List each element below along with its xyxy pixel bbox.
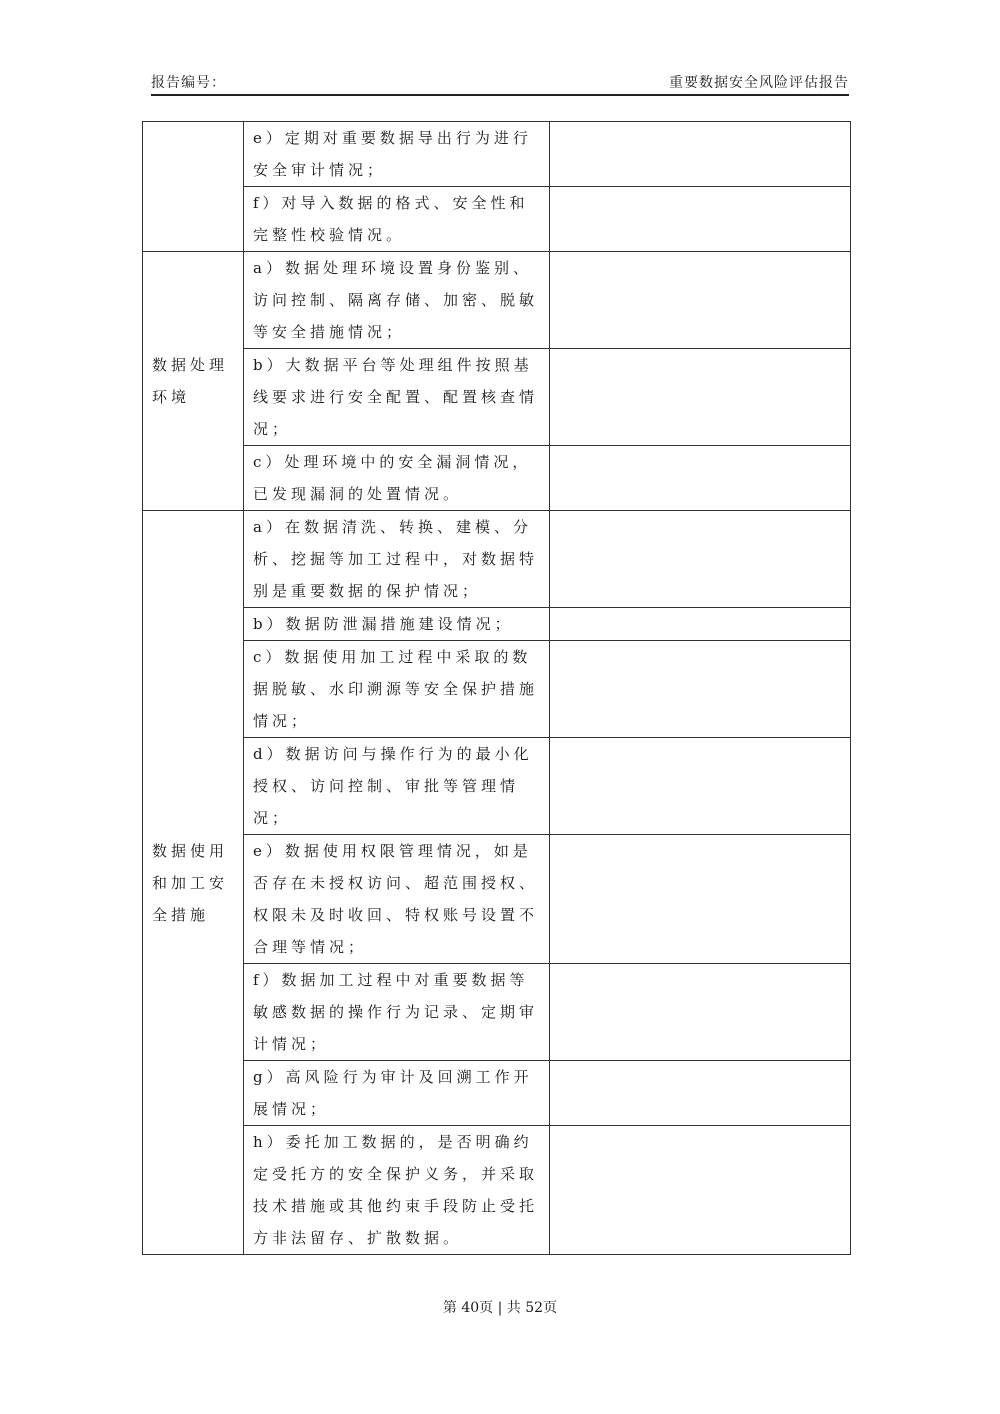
table-row [143, 187, 851, 252]
item-cell: f）对导入数据的格式、安全性和完整性校验情况。 [244, 187, 550, 252]
report-number-label: 报告编号： [151, 75, 226, 91]
table-row [143, 349, 851, 446]
item-cell: b）数据防泄漏措施建设情况； [244, 608, 550, 641]
result-cell [550, 835, 851, 964]
item-cell: c）数据使用加工过程中采取的数据脱敏、水印溯源等安全保护措施情况； [244, 641, 550, 738]
item-cell: b）大数据平台等处理组件按照基线要求进行安全配置、配置核查情况； [244, 349, 550, 446]
category-cell: 数据使用和加工安全措施 [143, 511, 244, 1255]
page-footer [0, 1297, 1000, 1317]
table-row [143, 1061, 851, 1126]
result-cell [550, 964, 851, 1061]
item-cell: f）数据加工过程中对重要数据等敏感数据的操作行为记录、定期审计情况； [244, 964, 550, 1061]
table-row [143, 964, 851, 1061]
item-cell: e）定期对重要数据导出行为进行安全审计情况； [244, 122, 550, 187]
report-title: 重要数据安全风险评估报告 [669, 75, 849, 91]
page-header [151, 72, 849, 96]
result-cell [550, 1061, 851, 1126]
item-cell: e）数据使用权限管理情况，如是否存在未授权访问、超范围授权、权限未及时收回、特权账号设置不合理等情况； [244, 835, 550, 964]
table-row [143, 1126, 851, 1255]
category-cell [143, 122, 244, 252]
result-cell [550, 122, 851, 187]
category-cell: 数据处理环境 [143, 252, 244, 511]
result-cell [550, 511, 851, 608]
item-cell: a）在数据清洗、转换、建模、分析、挖掘等加工过程中，对数据特别是重要数据的保护情况； [244, 511, 550, 608]
table-row [143, 641, 851, 738]
item-cell: a）数据处理环境设置身份鉴别、访问控制、隔离存储、加密、脱敏等安全措施情况； [244, 252, 550, 349]
result-cell [550, 738, 851, 835]
assessment-table [142, 121, 851, 1255]
item-cell: d）数据访问与操作行为的最小化授权、访问控制、审批等管理情况； [244, 738, 550, 835]
table-row [143, 511, 851, 608]
item-cell: h）委托加工数据的，是否明确约定受托方的安全保护义务，并采取技术措施或其他约束手段防止受托方非法留存、扩散数据。 [244, 1126, 550, 1255]
result-cell [550, 349, 851, 446]
table-row [143, 252, 851, 349]
result-cell [550, 187, 851, 252]
result-cell [550, 252, 851, 349]
item-cell: c）处理环境中的安全漏洞情况，已发现漏洞的处置情况。 [244, 446, 550, 511]
table-row [143, 446, 851, 511]
table-row [143, 835, 851, 964]
result-cell [550, 1126, 851, 1255]
table-row [143, 738, 851, 835]
result-cell [550, 446, 851, 511]
item-cell: g）高风险行为审计及回溯工作开展情况； [244, 1061, 550, 1126]
result-cell [550, 641, 851, 738]
table-row [143, 608, 851, 641]
page-number: 第 40页 | 共 52页 [442, 1300, 558, 1316]
table-row [143, 122, 851, 187]
result-cell [550, 608, 851, 641]
